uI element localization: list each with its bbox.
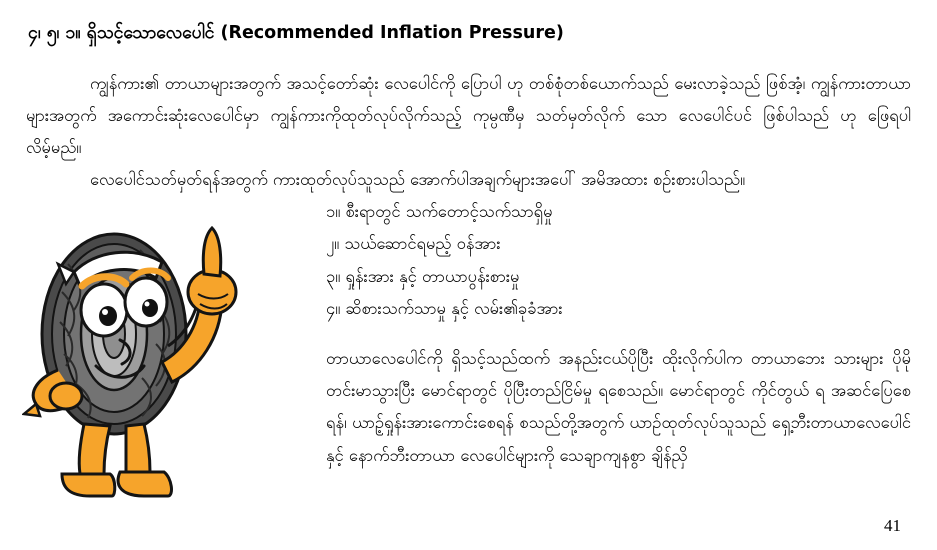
list-item: ၄။ ဆိစားသက်သာမှု နှင့် လမ်း၏ခုခံအား — [326, 298, 563, 318]
list-item: ၃။ ရှုန်းအား နှင့် တာယာပွန်းစားမှု — [326, 266, 520, 286]
paragraph-1: ကျွန်ကား၏ တာယာများအတွက် အသင့်တော်ဆုံး လေပေါင်ကို ပြောပါ ဟု တစ်စုံတစ်ယောက်သည် မေးလာခဲ့သည် ဖြစ်အံ့၊ ကျွန်ကားတာယာများအတွက် အကောင်းဆုံးလေပေါင်မှာ ကျွန်ကားကိုထုတ်လုပ်လိုက်သည့် ကုမ္ပဏီမှ သတ်မှတ်လိုက် သော လေပေါင်ပင် ဖြစ်ပါသည် ဟု ဖြေရပါလိမ့်မည်။ — [26, 73, 911, 157]
list-item: ၂။ သယ်ဆောင်ရမည့် ဝန်အား — [326, 234, 501, 254]
page-number: 41 — [884, 516, 901, 535]
list-item: ၁။ စီးရာတွင် သက်တောင့်သက်သာရှိမှု — [326, 202, 553, 222]
consideration-list — [326, 196, 911, 325]
paragraph-2: လေပေါင်သတ်မှတ်ရန်အတွက် ကားထုတ်လုပ်သူသည် အောက်ပါအချက်များအပေါ် အမိအထား စဉ်းစားပါသည်။ — [90, 170, 746, 190]
page-title: ၄၊ ၅၊ ၁။ ရှိသင့်သောလေပေါင် (Recommended Inflation Pressure) — [28, 23, 564, 43]
tire-mascot-icon — [22, 206, 284, 506]
paragraph-3: တာယာလေပေါင်ကို ရှိသင့်သည်ထက် အနည်းငယ်ပိုပြီး ထိုးလိုက်ပါက တာယာဘေး သားများ ပိုမိုတင်းမာသွားပြီး မောင်ရာတွင် ပိုပြီးတည်ငြိမ်မှု ရစေသည်။ မောင်ရာတွင် ကိုင်တွယ် ရ အဆင်ပြေစေရန်၊ ယာဉ့်ရှုန်းအားကောင်းစေရန် စသည်တို့အတွက် ယာဉ်ထုတ်လုပ်သူသည် ရှေ့ဘီးတာယာလေပေါင် နှင့် နောက်ဘီးတာယာ လေပေါင်များကို သေချာကျနစွာ ချိန်ညှိ — [326, 349, 911, 465]
